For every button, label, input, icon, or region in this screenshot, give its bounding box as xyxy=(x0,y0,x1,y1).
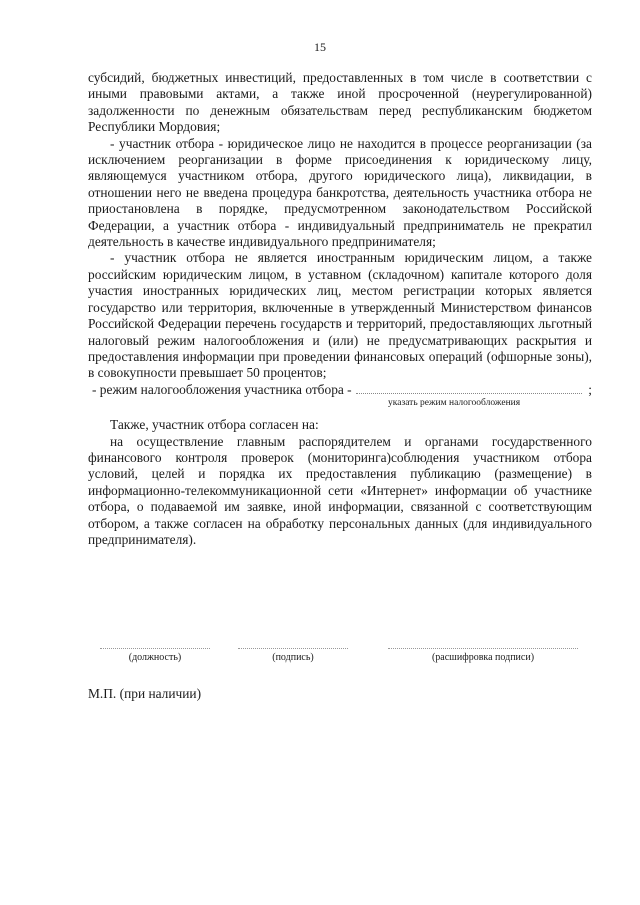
stamp-place: М.П. (при наличии) xyxy=(88,686,202,701)
signature-sign-caption: (подпись) xyxy=(272,652,314,663)
tax-regime-blank xyxy=(356,383,583,394)
tax-regime-label: - режим налогообложения участника отбора - xyxy=(92,381,352,397)
signature-decoding-caption: (расшифровка подписи) xyxy=(431,652,535,663)
tax-regime-end: ; xyxy=(588,381,592,397)
signature-position-line xyxy=(100,640,210,649)
signature-decoding-field xyxy=(388,640,578,663)
tax-regime-line xyxy=(88,382,592,398)
tax-regime-caption: указать режим налогообложения xyxy=(388,398,521,409)
paragraph-foreign-entity: - участник отбора не является иностранным юридическим лицом, а также российским юридическим лицом, в уставном (складочном) капитале которого доля участия иностранных юридических лиц, местом регистрации которых является государство или территория, включенные в утвержденный Министерством финансов Российской Федерации перечень государств и территорий, предоставляющих льготный налоговый режим налогообложения и (или) не предусматривающих раскрытия и предоставления информации при проведении финансовых операций (офшорные зоны), в совокупности превышает 50 процентов; xyxy=(88,250,592,381)
signature-block xyxy=(88,640,592,680)
signature-sign-line xyxy=(238,640,348,649)
page-number: 15 xyxy=(314,40,326,54)
signature-decoding-line xyxy=(388,640,578,649)
signature-position-caption: (должность) xyxy=(128,652,182,663)
paragraph-debt: субсидий, бюджетных инвестиций, предоставленных в том числе в соответствии с иными правовыми актами, а также иной просроченной (неурегулированной) задолженности по денежным обязательствам перед республиканским бюджетом Республики Мордовия; xyxy=(88,70,592,135)
signature-position-field xyxy=(100,640,210,663)
agreement-text: на осуществление главным распорядителем и органами государственного финансового контроля проверок (мониторинга)соблюдения участником отбора условий, целей и порядка их предоставления публикацию (размещение) в информационно-телекоммуникационной сети «Интернет» информации об участнике отбора, о подаваемой им заявке, иной информации, связанной с соответствующим отбором, а также согласен на обработку персональных данных (для индивидуального предпринимателя). xyxy=(88,433,592,547)
agreement-intro: Также, участник отбора согласен на: xyxy=(110,417,319,433)
signature-sign-field xyxy=(238,640,348,663)
paragraph-reorganization: - участник отбора - юридическое лицо не находится в процессе реорганизации (за исключением реорганизации в форме присоединения к юридическому лицу, являющемуся участником отбора, другого юридического лица), ликвидации, в отношении него не введена процедура банкротства, деятельность участника отбора не приостановлена в порядке, предусмотренном законодательством Российской Федерации, а участник отбора - индивидуальный предприниматель не прекратил деятельность в качестве индивидуального предпринимателя; xyxy=(88,135,592,250)
document-body xyxy=(88,70,592,548)
